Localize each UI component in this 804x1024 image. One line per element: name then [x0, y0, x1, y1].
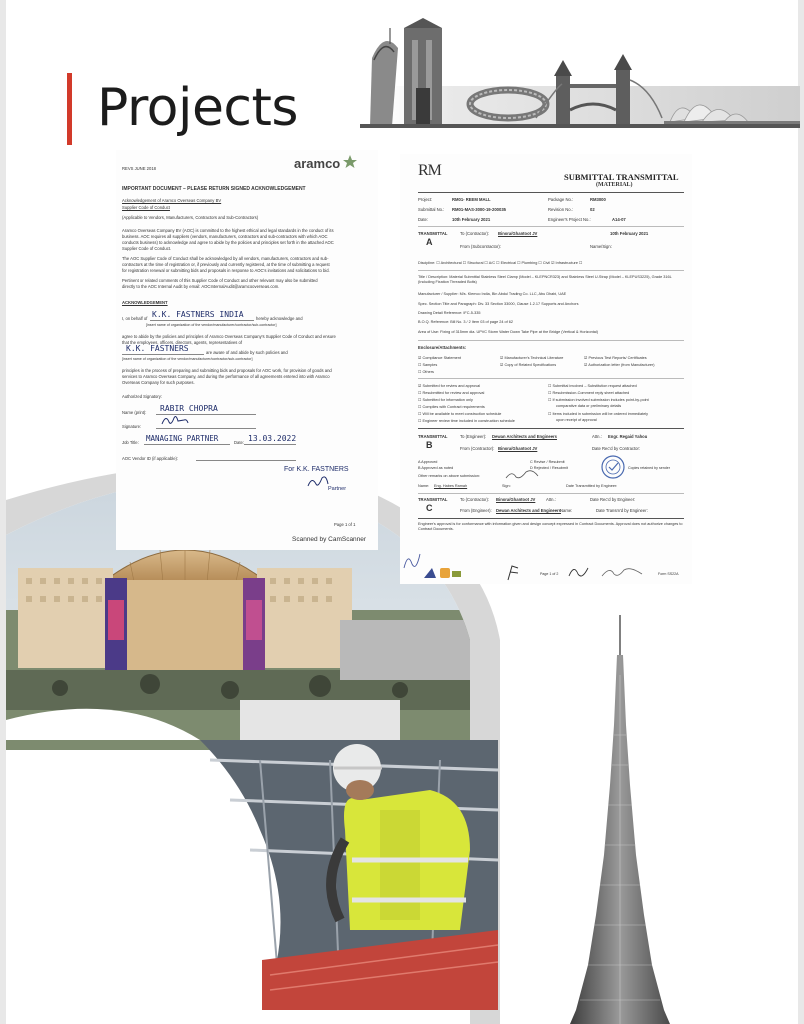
- revision-value: 02: [590, 207, 595, 212]
- company-handwritten-2: K.K. FASTNERS: [126, 344, 189, 353]
- date-recd-engineer-label: Date Rec'd by Engineer:: [590, 497, 636, 502]
- submittal-value: RM01-MAS-3000-19-200035: [452, 207, 506, 212]
- rm-logo: RM: [418, 162, 441, 179]
- approval-stamp-icon: [600, 454, 626, 480]
- status-item: ☐ Submitted for information only: [418, 398, 473, 402]
- body-line: Pertinent or related comments of this Supplier Code of Conduct and other relevant may also be submitted: [122, 278, 318, 283]
- date-label: Date:: [234, 440, 245, 445]
- package-value: RM3000: [590, 197, 606, 202]
- page-title: Projects: [97, 78, 299, 138]
- body-line: conducts business) to acknowledge and agree to abide by the policies and principles set forth in the attached AOC: [122, 240, 334, 245]
- transmittal-a-label: TRANSMITTAL: [418, 231, 448, 236]
- transmittal-subtitle: (MATERIAL): [596, 182, 633, 188]
- from-contractor-value: Binora/Ghantoot JV: [498, 446, 538, 451]
- name-handwritten: RABIR CHOPRA: [160, 404, 218, 413]
- vendor-id-label: AOC Vendor ID (if applicable):: [122, 456, 179, 461]
- from-engineer-label: From (Engineer):: [460, 508, 492, 513]
- footer-initials-icon: [504, 564, 524, 582]
- aramco-star-icon: [342, 154, 358, 170]
- authorized-label: Authorized Signatory:: [122, 394, 163, 399]
- signature-label: Signature:: [122, 424, 142, 429]
- footer-signature-2-icon: [566, 562, 592, 582]
- attn-value: Engr. Regaid Yahou: [608, 434, 648, 439]
- drawing-reference: Drawing Detail Reference: IFC-5-335: [418, 311, 481, 315]
- date-value: 10th February 2021: [452, 217, 491, 222]
- name-c-label: Name:: [560, 508, 573, 513]
- footer-signature-3-icon: [600, 564, 644, 580]
- date-a-value: 10th February 2021: [610, 231, 649, 236]
- attn-c-label: Attn.:: [546, 497, 556, 502]
- eng-project-value: A14-07: [612, 217, 626, 222]
- transmittal-c-label: TRANSMITTAL: [418, 497, 448, 502]
- name-label: Name (print):: [122, 410, 147, 415]
- section-a: A: [426, 237, 433, 247]
- section-c: C: [426, 503, 433, 513]
- body-line: The AOC Supplier Code of Conduct shall be acknowledged by all vendors, manufacturers, contractors and sub-: [122, 256, 329, 261]
- attn-label: Attn.:: [592, 434, 602, 439]
- from-contractor-label: From (Contractor):: [460, 446, 495, 451]
- approval-disclaimer: Engineer's approval is for conformance with information given and design concept expressed in Contract Documents. Approval does not authorize changes to Contract Documents.: [418, 522, 683, 531]
- revision-note: REVS JUNE 2018: [122, 166, 156, 171]
- doc-applicable: (Applicable to Vendors, Manufacturers, Contractors and Sub-Contractors): [122, 215, 259, 220]
- status-item: ☐ Resubmission-Comment reply sheet attached: [548, 391, 630, 395]
- to-engineer-label: To (Engineer):: [460, 434, 487, 439]
- enclosure-item: ☑ Manufacturer's Technical Literature: [500, 356, 564, 360]
- copies-retained: Copies retained by sender: [628, 466, 670, 470]
- on-behalf-suffix: hereby acknowledge and: [256, 316, 303, 321]
- principles-line: principles in the process of preparing and submitting bids and proposals for AOC work, for provision of goods and: [122, 368, 332, 373]
- other-remarks-label: Other remarks on above submission:: [418, 474, 481, 478]
- section-b: B: [426, 440, 433, 450]
- aware-suffix: are aware of and abide by such policies and: [206, 350, 288, 355]
- name-b-value: Eng. Habes Ramah: [434, 484, 468, 488]
- company-handwritten: K.K. FASTNERS INDIA: [152, 310, 244, 319]
- status-item: upon receipt of approval: [556, 418, 597, 422]
- boq-reference: B.O.Q. Reference: Bill No. 3 / 2 Item 03 of page 24 of 62: [418, 320, 513, 324]
- status-item: comparative data or preliminary details: [556, 404, 622, 408]
- enclosure-item: ☑ Authorization letter (from Manufacturer): [584, 363, 655, 367]
- agree-line: that the employees, officers, directors, agents, representatives of: [122, 340, 243, 345]
- scanned-by: Scanned by CamScanner: [292, 536, 367, 543]
- principles-line: services to Aramco Overseas Company, and during the performance of all agreements entered into with Aramco: [122, 374, 330, 379]
- enclosure-item: ☑ Copy of Related Specifications: [500, 363, 557, 367]
- manufacturer: Manufacturer / Supplier: M/s. Klemco India, Bin Abdul Trading Co. LLC, Abu Dhabi, UAE: [418, 292, 567, 296]
- doc-subheading: Acknowledgement of Aramco Overseas Company BV: [122, 198, 222, 203]
- enclosure-item: ☑ Compliance Statement: [418, 356, 461, 360]
- revision-label: Revision No.:: [548, 207, 573, 212]
- discipline-row: Discipline: ☐ Architectural ☐ Structural ☐ A/C ☐ Electrical ☐ Plumbing ☐ Civil ☑ Infrastructure ☐: [418, 261, 583, 265]
- transmittal-b-label: TRANSMITTAL: [418, 434, 448, 439]
- area-of-use: Area of Use: Fixing of 315mm dia. UPVC Storm Water Down Take Pipe at the Bridge (Vertical & Horizontal): [418, 330, 599, 334]
- body-line: Supplier Code of Conduct.: [122, 246, 172, 251]
- code-revise: C Revise / Resubmit: [530, 460, 565, 464]
- code-approved-noted: B Approved as noted: [418, 466, 454, 470]
- sign-label: Sign:: [502, 484, 511, 488]
- spec-section: Spec. Section Title and Paragraph: Div. 33 Section 33000, Clause 1.2.17 Supports and Anchors: [418, 302, 579, 306]
- status-item: ☐ If submission involved submission includes point-by-point: [548, 398, 649, 402]
- stamp-partner: Partner: [328, 486, 347, 492]
- burj-khalifa-photo: [560, 615, 680, 1024]
- body-line: contractors at the time of registration or, if previously and currently registered, at the time of submitting a request: [122, 262, 330, 267]
- status-item: ☑ Submitted for review and approval: [418, 384, 481, 388]
- form-number: Form SS22A: [658, 572, 679, 576]
- status-item: ☐ Items included in submission will be ordered immediately: [548, 412, 649, 416]
- aramco-acknowledgement-document: [116, 150, 378, 550]
- doc-heading: IMPORTANT DOCUMENT – PLEASE RETURN SIGNED ACKNOWLEDGEMENT: [122, 186, 306, 192]
- project-label: Project:: [418, 197, 433, 202]
- status-item: ☐ Complies with Contract requirements: [418, 405, 485, 409]
- principles-line: Overseas Company for such purposes.: [122, 380, 195, 385]
- package-label: Package No.:: [548, 197, 574, 202]
- aramco-page-number: Page 1 of 1: [334, 522, 356, 527]
- status-item: ☐ Submittal involved – Substitution request attached: [548, 384, 637, 388]
- enclosure-item: ☑ Previous Test Reports/ Certificates: [584, 356, 647, 360]
- from-sub-label: From (Subcontractor):: [460, 244, 501, 249]
- enclosure-item: ☐ Samples: [418, 363, 438, 367]
- date-transmitted-label: Date Transmitted by Engineer:: [566, 484, 618, 488]
- partner-logos-icon: [422, 566, 462, 580]
- transmittal-page-number: Page 1 of 2: [540, 572, 559, 576]
- status-item: ☐ Engineer review time included in construction schedule: [418, 419, 515, 423]
- submittal-transmittal-document: [400, 154, 692, 584]
- on-behalf-label: I, on behalf of: [122, 316, 148, 321]
- name-hint: [insert name of organization of the vendor/manufacturer/contractor/sub-contractor]: [146, 323, 277, 327]
- to-contractor-value: Binora/Ghantoot JV: [498, 231, 538, 236]
- construction-worker-photo: [200, 740, 498, 1010]
- date-transmitted-engineer-label: Date Transm'd by Engineer:: [596, 508, 648, 513]
- submittal-label: Submittal No.:: [418, 207, 445, 212]
- to-engineer-value: Dewan Architects and Engineers: [492, 434, 558, 439]
- doc-subheading-2: Supplier Code of Conduct: [122, 205, 170, 210]
- project-value: RM01- REEM MALL: [452, 197, 491, 202]
- date-label: Date:: [418, 217, 429, 222]
- code-approved: A Approved: [418, 460, 438, 464]
- body-line: for registration renewal or submitting bids and proposals in response to AOC's invitations and solicitations to bid.: [122, 268, 330, 273]
- from-engineer-value: Dewan Architects and Engineers: [496, 508, 562, 513]
- signature-scribble-icon: [160, 412, 190, 428]
- date-rec-label: Date Rec'd by Contractor:: [592, 446, 641, 451]
- body-line: Aramco Overseas Company BV (AOC) is committed to the highest ethical and legal standards in the conduct of its: [122, 228, 334, 233]
- body-line: business. AOC requires all suppliers (vendors, manufacturers, contractors and sub-contractors with which AOC: [122, 234, 328, 239]
- enclosure-item: ☐ Others: [418, 370, 434, 374]
- eng-project-label: Engineer's Project No.:: [548, 217, 591, 222]
- to-contractor-c-value: Binora/Ghantoot JV: [496, 497, 536, 502]
- aramco-logo: aramco: [294, 156, 341, 171]
- agree-line: agree to abide by the policies and principles of Aramco Overseas Company's Supplier Code of Conduct and ensure: [122, 334, 336, 339]
- to-contractor-label: To (Contractor):: [460, 231, 490, 236]
- name-hint-2: [insert name of organization of the vendor/manufacturer/contractor/sub-contractor]: [122, 357, 253, 361]
- title-description: Title / Description: Material Submittal Stainless Steel Clamp (Model – KLEPNCR323) and Stainless Steel U-Strap (Model – KLEPUS3225), Grade 316L (Including Fixation Threaded Bolts): [418, 275, 672, 284]
- status-item: ☐ Will be available to meet construction schedule: [418, 412, 502, 416]
- name-b-label: Name:: [418, 484, 430, 488]
- code-rejected: D Rejected / Resubmit: [530, 466, 568, 470]
- job-handwritten: MANAGING PARTNER: [146, 434, 219, 443]
- to-contractor-c-label: To (Contractor):: [460, 497, 490, 502]
- transmittal-title: SUBMITTAL TRANSMITTAL: [564, 172, 679, 182]
- date-handwritten: 13.03.2022: [248, 434, 297, 443]
- job-label: Job Title:: [122, 440, 139, 445]
- name-sign-label: Name/Sign:: [590, 244, 612, 249]
- enclosure-label: Enclosure/Attachments:: [418, 345, 467, 350]
- ack-title: ACKNOWLEDGEMENT: [122, 300, 168, 305]
- stamp-for: For K.K. FASTNERS: [284, 466, 349, 473]
- body-line: directly to the AOC Internal Audit by email: AOCInternalAudit@aramcooverseas.com.: [122, 284, 280, 289]
- status-item: ☐ Resubmitted for review and approval: [418, 391, 485, 395]
- engineer-signature-icon: [504, 468, 544, 482]
